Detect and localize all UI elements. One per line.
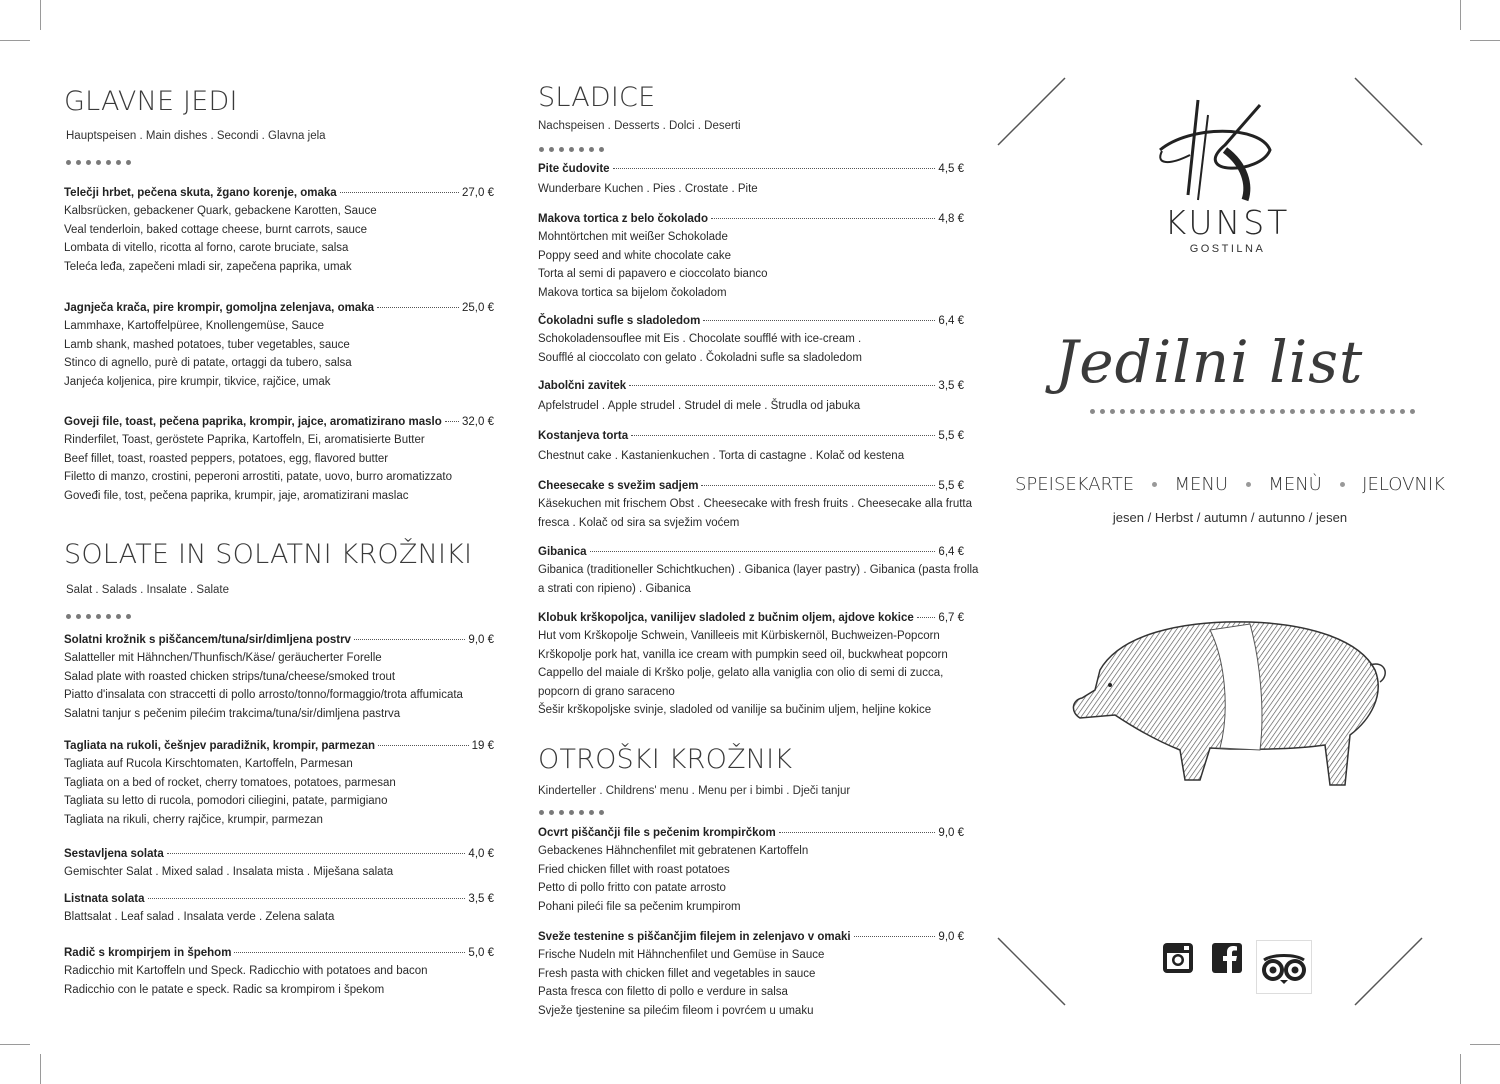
item-price: 3,5 €	[938, 380, 964, 392]
item-translation: Fried chicken fillet with roast potatoes	[538, 863, 730, 876]
item-name: Pite čudovite	[538, 163, 610, 175]
item-translation: Lammhaxe, Kartoffelpüree, Knollengemüse, Sauce	[64, 320, 324, 332]
section-subtitle: Nachspeisen . Desserts . Dolci . Deserti	[538, 120, 741, 132]
item-price: 4,8 €	[938, 213, 964, 225]
section-title-main-dishes: GLAVNE JEDI	[64, 86, 238, 117]
title-divider	[1090, 409, 1415, 414]
item-name: Telečji hrbet, pečena skuta, žgano korenje, omaka	[64, 187, 337, 199]
item-translation: Pohani pileći file sa pečenim krumpirom	[538, 900, 741, 913]
item-translation: Salad plate with roasted chicken strips/tuna/cheese/smoked trout	[64, 670, 396, 683]
item-name: Solatni krožnik s piščancem/tuna/sir/dimljena postrv	[64, 634, 351, 646]
item-translation: Tagliata na rikuli, cherry rajčice, krumpir, parmezan	[64, 813, 323, 826]
item-price: 4,0 €	[468, 848, 494, 860]
section-title-kids-menu: OTROŠKI KROŽNIK	[538, 744, 793, 775]
language-label: SPEISEKARTE	[1015, 474, 1135, 495]
item-name: Čokoladni sufle s sladoledom	[538, 315, 701, 327]
item-translation: Stinco di agnello, purè di patate, ortaggi da tubero, salsa	[64, 357, 352, 369]
item-translation: Šešir krškopoljske svinje, sladoled od vanilije sa bučinim uljem, heljine kokice	[538, 704, 932, 716]
language-label: MENU	[1174, 474, 1228, 495]
instagram-icon	[1161, 941, 1195, 975]
item-translation: Schokoladensouflee mit Eis . Chocolate soufflé with ice-cream .	[538, 333, 862, 345]
item-name: Gibanica	[538, 546, 587, 558]
facebook-icon	[1211, 942, 1243, 974]
separator-dot	[1246, 482, 1251, 487]
section-subtitle: Salat . Salads . Insalate . Salate	[66, 584, 230, 596]
item-price: 4,5 €	[938, 163, 964, 175]
logo-wordmark: KUNST	[1164, 203, 1291, 242]
item-price: 32,0 €	[462, 416, 494, 428]
item-price: 9,0 €	[938, 931, 964, 943]
section-subtitle: Hauptspeisen . Main dishes . Secondi . Glavna jela	[66, 130, 326, 142]
item-translation: Blattsalat . Leaf salad . Insalata verde . Zelena salata	[64, 911, 335, 923]
item-translation: Gemischter Salat . Mixed salad . Insalata mista . Miješana salata	[64, 866, 394, 878]
item-translation: Lombata di vitello, ricotta al forno, carote bruciate, salsa	[64, 242, 349, 254]
item-price: 25,0 €	[462, 302, 494, 314]
separator-dot	[1152, 482, 1157, 487]
item-translation: Makova tortica sa bijelom čokoladom	[538, 286, 727, 299]
item-price: 6,4 €	[938, 315, 964, 327]
item-translation: Teleća leđa, zapečeni mladi sir, zapečena paprika, umak	[64, 260, 352, 273]
section-subtitle: Kinderteller . Childrens' menu . Menu per i bimbi . Dječi tanjur	[538, 785, 851, 797]
item-translation: Soufflé al cioccolato con gelato . Čokoladni sufle sa sladoledom	[538, 351, 862, 364]
item-translation: fresca . Kolač od sira sa svježim voćem	[538, 516, 740, 529]
item-name: Kostanjeva torta	[538, 430, 629, 442]
season-label: jesen / Herbst / autumn / autunno / jesen	[1112, 510, 1348, 525]
item-translation: Mohntörtchen mit weißer Schokolade	[538, 231, 728, 243]
item-translation: Svježe tjestenine sa pilećim fileom i povrćem u umaku	[538, 1004, 814, 1017]
item-name: Jagnječa krača, pire krompir, gomoljna zelenjava, omaka	[64, 302, 375, 314]
item-translation: Radicchio mit Kartoffeln und Speck. Radicchio with potatoes and bacon	[64, 965, 428, 977]
item-translation: a strati con ripieno) . Gibanica	[538, 582, 691, 595]
facebook-link[interactable]	[1209, 940, 1245, 976]
item-translation: Hut vom Krškopolje Schwein, Vanilleeis mit Kürbiskernöl, Buchweizen-Popcorn	[538, 630, 940, 642]
item-price: 19 €	[471, 740, 494, 752]
language-label: MENÙ	[1268, 474, 1322, 495]
item-translation: Tagliata on a bed of rocket, cherry tomatoes, potatoes, parmesan	[64, 776, 396, 789]
tripadvisor-icon	[1258, 950, 1310, 984]
item-translation: Filetto di manzo, crostini, peperoni arrostiti, patate, uovo, burro aromatizzato	[64, 471, 452, 483]
item-translation: Rinderfilet, Toast, geröstete Paprika, Kartoffeln, Ei, aromatisierte Butter	[64, 434, 425, 446]
item-price: 6,7 €	[938, 612, 964, 624]
item-translation: Käsekuchen mit frischem Obst . Cheesecake with fresh fruits . Cheesecake alla frutta	[538, 498, 972, 510]
item-price: 5,5 €	[938, 480, 964, 492]
item-price: 9,0 €	[468, 634, 494, 646]
item-name: Klobuk krškopoljca, vanilijev sladoled z bučnim oljem, ajdove kokice	[538, 612, 914, 624]
item-price: 27,0 €	[462, 187, 494, 199]
item-translation: Kalbsrücken, gebackener Quark, gebackene Karotten, Sauce	[64, 205, 377, 217]
item-translation: Pasta fresca con filetto di pollo e verdure in salsa	[538, 986, 788, 998]
separator-dot	[1340, 482, 1345, 487]
item-translation: popcorn di grano saraceno	[538, 685, 675, 698]
item-price: 5,0 €	[468, 947, 494, 959]
item-translation: Tagliata su letto di rucola, pomodori ciliegini, patate, parmigiano	[64, 795, 388, 807]
item-name: Makova tortica z belo čokolado	[538, 213, 708, 225]
item-translation: Tagliata auf Rucola Kirschtomaten, Kartoffeln, Parmesan	[64, 758, 353, 770]
language-list	[1015, 474, 1445, 495]
item-translation: Beef fillet, toast, roasted peppers, potatoes, egg, flavored butter	[64, 452, 389, 465]
item-price: 3,5 €	[468, 893, 494, 905]
item-price: 6,4 €	[938, 546, 964, 558]
item-translation: Janjeća koljenica, pire krumpir, tikvice, rajčice, umak	[64, 375, 331, 388]
item-translation: Veal tenderloin, baked cottage cheese, burnt carrots, sauce	[64, 223, 368, 236]
item-translation: Chestnut cake . Kastanienkuchen . Torta di castagne . Kolač od kestena	[538, 450, 905, 462]
logo-subtitle: GOSTILNA	[1189, 243, 1266, 255]
item-translation: Frische Nudeln mit Hähnchenfilet und Gemüse in Sauce	[538, 949, 825, 961]
item-name: Jabolčni zavitek	[538, 380, 627, 392]
menu-script-title: Jedilni list	[1055, 328, 1364, 396]
section-title-desserts: SLADICE	[538, 82, 656, 113]
item-translation: Torta al semi di papavero e cioccolato bianco	[538, 268, 768, 280]
item-price: 9,0 €	[938, 827, 964, 839]
item-translation: Goveđi file, tost, pečena paprika, krumpir, jaje, aromatizirani maslac	[64, 489, 409, 502]
tripadvisor-link[interactable]	[1256, 940, 1312, 994]
item-translation: Radicchio con le patate e speck. Radic sa krompirom i špekom	[64, 983, 385, 996]
item-translation: Wunderbare Kuchen . Pies . Crostate . Pite	[538, 183, 758, 195]
item-translation: Lamb shank, mashed potatoes, tuber vegetables, sauce	[64, 338, 350, 351]
item-translation: Gebackenes Hähnchenfilet mit gebratenen Kartoffeln	[538, 845, 809, 857]
instagram-link[interactable]	[1160, 940, 1196, 976]
item-name: Listnata solata	[64, 893, 145, 905]
item-translation: Cappello del maiale di Krško polje, gelato alla vaniglia con olio di semi di zucca,	[538, 667, 944, 679]
item-name: Goveji file, toast, pečena paprika, krompir, jajce, aromatizirano maslo	[64, 416, 442, 428]
item-name: Ocvrt piščančji file s pečenim krompirčkom	[538, 827, 776, 839]
item-translation: Petto di pollo fritto con patate arrosto	[538, 882, 726, 894]
item-translation: Salatni tanjur s pečenim pilećim trakcima/tuna/sir/dimljena pastrva	[64, 707, 401, 720]
item-name: Sestavljena solata	[64, 848, 164, 860]
item-translation: Poppy seed and white chocolate cake	[538, 249, 732, 262]
item-name: Tagliata na rukoli, češnjev paradižnik, krompir, parmezan	[64, 740, 376, 752]
item-translation: Salatteller mit Hähnchen/Thunfisch/Käse/ geräucherter Forelle	[64, 652, 382, 664]
item-name: Radič s krompirjem in špehom	[64, 947, 232, 959]
item-translation: Apfelstrudel . Apple strudel . Strudel di mele . Štrudla od jabuka	[538, 400, 861, 412]
item-translation: Piatto d'insalata con straccetti di pollo arrosto/tonno/formaggio/trota affumicata	[64, 689, 463, 701]
item-price: 5,5 €	[938, 430, 964, 442]
pig-illustration	[1060, 600, 1390, 795]
item-translation: Fresh pasta with chicken fillet and vegetables in sauce	[538, 967, 816, 980]
item-translation: Gibanica (traditioneller Schichtkuchen) . Gibanica (layer pastry) . Gibanica (pasta frolla	[538, 564, 979, 576]
item-name: Sveže testenine s piščančjim filejem in zelenjavo v omaki	[538, 931, 851, 943]
item-name: Cheesecake s svežim sadjem	[538, 480, 699, 492]
section-title-salads: SOLATE IN SOLATNI KROŽNIKI	[64, 539, 473, 570]
language-label: JELOVNIK	[1362, 474, 1445, 495]
item-translation: Krškopolje pork hat, vanilla ice cream with pumpkin seed oil, buckwheat popcorn	[538, 648, 948, 661]
